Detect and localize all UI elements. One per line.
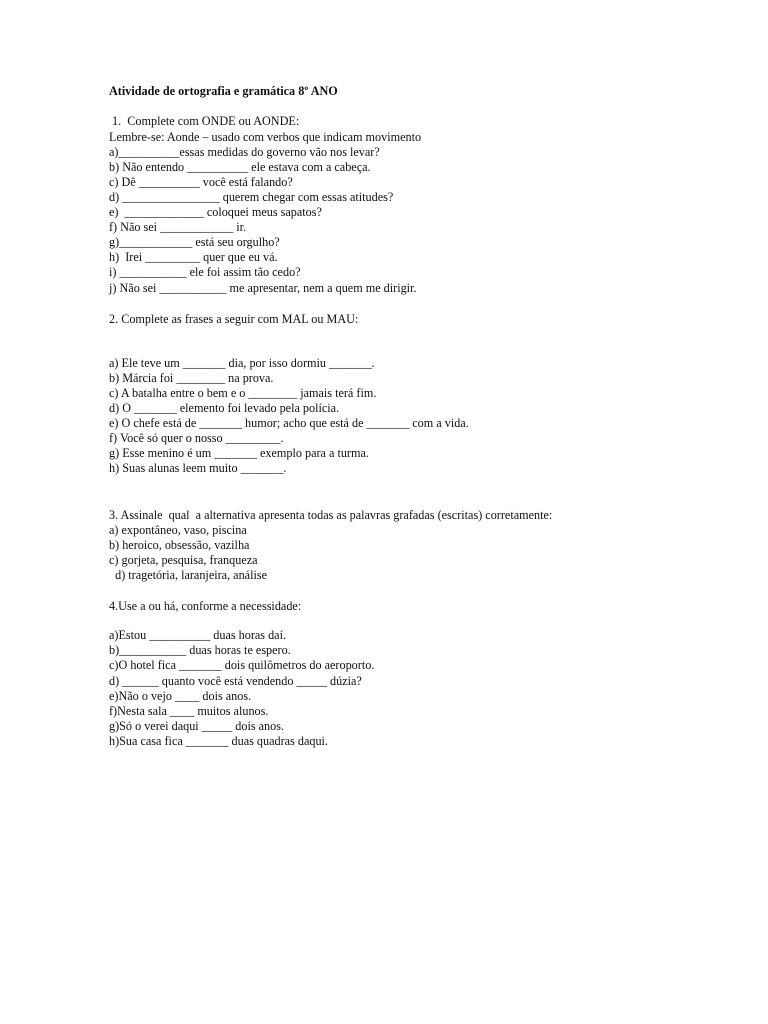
q4-item: b)___________ duas horas te espero. — [109, 643, 291, 657]
q3-heading: 3. Assinale qual a alternativa apresenta todas as palavras grafadas (escritas) corretamente: — [109, 508, 553, 522]
q4-item: f)Nesta sala ____ muitos alunos. — [109, 704, 269, 718]
q3-option: c) gorjeta, pesquisa, franqueza — [109, 553, 258, 567]
q1-note: Lembre-se: Aonde – usado com verbos que indicam movimento — [109, 130, 422, 144]
q4-item: e)Não o vejo ____ dois anos. — [109, 689, 252, 703]
q4-item: g)Só o verei daqui _____ dois anos. — [109, 719, 285, 733]
q4-item: d) ______ quanto você está vendendo _____ dúzia? — [109, 674, 362, 688]
q1-item: h) Irei _________ quer que eu vá. — [109, 250, 278, 264]
q4-item: c)O hotel fica _______ dois quilômetros do aeroporto. — [109, 658, 375, 672]
q2-item: b) Márcia foi ________ na prova. — [109, 371, 274, 385]
q3-option: d) tragetória, laranjeira, análise — [109, 568, 268, 582]
q2-heading: 2. Complete as frases a seguir com MAL ou MAU: — [109, 312, 359, 326]
q1-item: f) Não sei ____________ ir. — [109, 220, 247, 234]
q1-item: e) _____________ coloquei meus sapatos? — [109, 205, 322, 219]
q4-item: h)Sua casa fica _______ duas quadras daqui. — [109, 734, 328, 748]
document-title: Atividade de ortografia e gramática 8º ANO — [109, 84, 338, 98]
q2-item: g) Esse menino é um _______ exemplo para a turma. — [109, 446, 369, 460]
q2-item: e) O chefe está de _______ humor; acho que está de _______ com a vida. — [109, 416, 469, 430]
q1-item: d) ________________ querem chegar com essas atitudes? — [109, 190, 394, 204]
q2-item: h) Suas alunas leem muito _______. — [109, 461, 287, 475]
q1-item: c) Dê __________ você está falando? — [109, 175, 293, 189]
q2-item: a) Ele teve um _______ dia, por isso dormiu _______. — [109, 356, 375, 370]
q3-option: b) heroico, obsessão, vazilha — [109, 538, 250, 552]
q1-item: b) Não entendo __________ ele estava com a cabeça. — [109, 160, 371, 174]
q1-heading: 1. Complete com ONDE ou AONDE: — [109, 114, 300, 128]
q1-item: g)____________ está seu orgulho? — [109, 235, 280, 249]
q1-item: a)__________essas medidas do governo vão nos levar? — [109, 145, 380, 159]
q4-heading: 4.Use a ou há, conforme a necessidade: — [109, 599, 302, 613]
q2-item: d) O _______ elemento foi levado pela polícia. — [109, 401, 340, 415]
q3-option: a) expontâneo, vaso, piscina — [109, 523, 247, 537]
q4-item: a)Estou __________ duas horas daí. — [109, 628, 287, 642]
q2-item: f) Você só quer o nosso _________. — [109, 431, 284, 445]
q2-item: c) A batalha entre o bem e o ________ jamais terá fim. — [109, 386, 377, 400]
q1-item: j) Não sei ___________ me apresentar, nem a quem me dirigir. — [109, 281, 417, 295]
q1-item: i) ___________ ele foi assim tão cedo? — [109, 265, 301, 279]
